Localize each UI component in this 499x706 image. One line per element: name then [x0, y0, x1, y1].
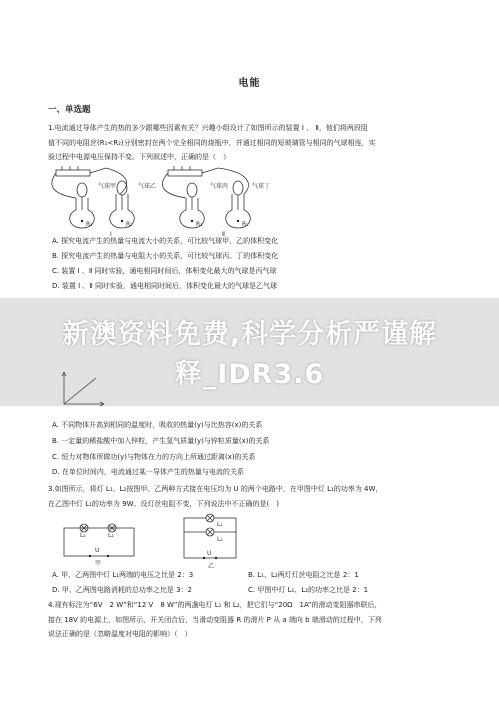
resistor-r1-label-1: R₁	[86, 221, 93, 228]
yi-u-label: U	[207, 550, 212, 557]
question-1-text	[48, 121, 458, 165]
yi-l1-label: L₁	[217, 521, 223, 528]
question-3-option-d[interactable]: D. 甲、乙两图电路消耗的总功率之比是 3：2	[52, 586, 192, 594]
question-2-graph	[58, 370, 108, 406]
question-2-option-c[interactable]: C. 恒力对物体所做功(y)与物体在力的方向上所通过距离(x)的关系	[52, 453, 256, 461]
yi-l2-label: L₂	[217, 536, 223, 543]
balloon-yi-label: 气球乙	[138, 183, 157, 190]
jia-l2-label: L₂	[108, 532, 114, 539]
question-4-line-2: 接在 18V 的电源上，如图所示，开关闭合后，当滑动变阻器 R 的滑片 P 从 a 端向 b 端滑动的过程中，下列	[48, 615, 382, 624]
question-1-line-2: 值不同的电阻丝(R₁<R₂)分别密封在两个完全相同的烧瓶中，并通过相同的短玻璃管与相同的气球相连，实	[48, 138, 376, 147]
banner-line-1: 新澳资料免费,科学分析严谨解	[61, 319, 438, 350]
banner-line-2: 释_IDR3.6	[174, 359, 325, 390]
question-1-line-3: 验过程中电源电压保持不变。下列叙述中，正确的是（ ）	[48, 153, 230, 161]
balloon-ding-label: 气球丁	[252, 183, 271, 190]
question-3-option-c[interactable]: C. 甲图中灯 L₁、L₂的功率之比是 2：1	[248, 586, 369, 594]
question-3-line-1: 3.如图所示，将灯 L₁、L₂按图甲、乙两种方式接在电压均为 U 的两个电路中，在甲图中灯 L₁的功率为 4W，	[48, 485, 383, 493]
question-1-option-c[interactable]: C. 装置 Ⅰ 、Ⅱ 同时实验，通电相同时间后，体积变化最大的气球是丙气球	[52, 267, 277, 275]
question-1-option-a[interactable]: A. 探究电流产生的热量与电流大小的关系，可比较气球甲、乙的体积变化	[52, 237, 279, 245]
caption-yi: 乙	[208, 563, 215, 570]
caption-jia: 甲	[95, 560, 102, 567]
question-1-option-b[interactable]: B. 探究电流产生的热量与电阻大小的关系，可比较气球丙、丁的体积变化	[52, 252, 279, 260]
question-1-option-d[interactable]: D. 装置 Ⅰ 、Ⅱ 同时实验，通电相同时间后，体积变化最大的气球是乙气球	[52, 282, 278, 290]
device-1-label: Ⅰ	[110, 231, 112, 238]
question-3-option-b[interactable]: B. L₁、L₂两灯灯丝电阻之比是 2：1	[248, 571, 359, 579]
section-heading: 一、单选题	[48, 105, 91, 115]
question-3-text	[48, 482, 458, 511]
question-4-line-1: 4.现有标注为“6V 2 W”和“12 V 8 W”的两盏电灯 L₁ 和 L₂，把它们与“20Ω 1A”的滑动变阻器串联后，	[48, 601, 382, 609]
resistor-r2-label-2: R₂	[242, 221, 249, 228]
document-title: 电能	[238, 78, 261, 89]
question-1-line-1: 1.电流通过导体产生的热的多少跟哪些因素有关？兴趣小组设计了如图所示的装置 Ⅰ 、 Ⅱ，他们将两段阻	[48, 124, 368, 132]
balloon-bing-label: 气球丙	[210, 183, 229, 190]
jia-l1-label: L₁	[80, 532, 86, 539]
question-3-option-a[interactable]: A. 甲、乙两图中灯 L₁两端的电压之比是 2：3	[52, 571, 194, 579]
question-4-line-3: 说法正确的是（忽略温度对电阻的影响）（ ）	[48, 630, 192, 638]
balloon-jia-label: 气球甲	[98, 183, 117, 190]
device-2-label: Ⅱ	[222, 231, 225, 238]
question-2-option-b[interactable]: B. 一定量的稀盐酸中加入锌粒，产生氢气质量(y)与锌粒质量(x)的关系	[52, 437, 270, 445]
question-3-line-2: 在乙图中灯 L₁的功率为 9W。设灯丝电阻不变，下列说法中不正确的是( )	[48, 499, 279, 508]
resistor-r2-label-1: R₂	[126, 221, 133, 228]
question-2-option-a[interactable]: A. 不同物体升高到相同的温度时，吸收的热量(y)与比热容(x)的关系	[52, 421, 263, 429]
jia-u-label: U	[95, 547, 100, 554]
resistor-r1-label-2: R₁	[196, 221, 203, 228]
question-2-option-d[interactable]: D. 在单位时间内，电流通过某一导体产生的热量与电流的关系	[52, 468, 244, 476]
question-4-text	[48, 598, 458, 642]
